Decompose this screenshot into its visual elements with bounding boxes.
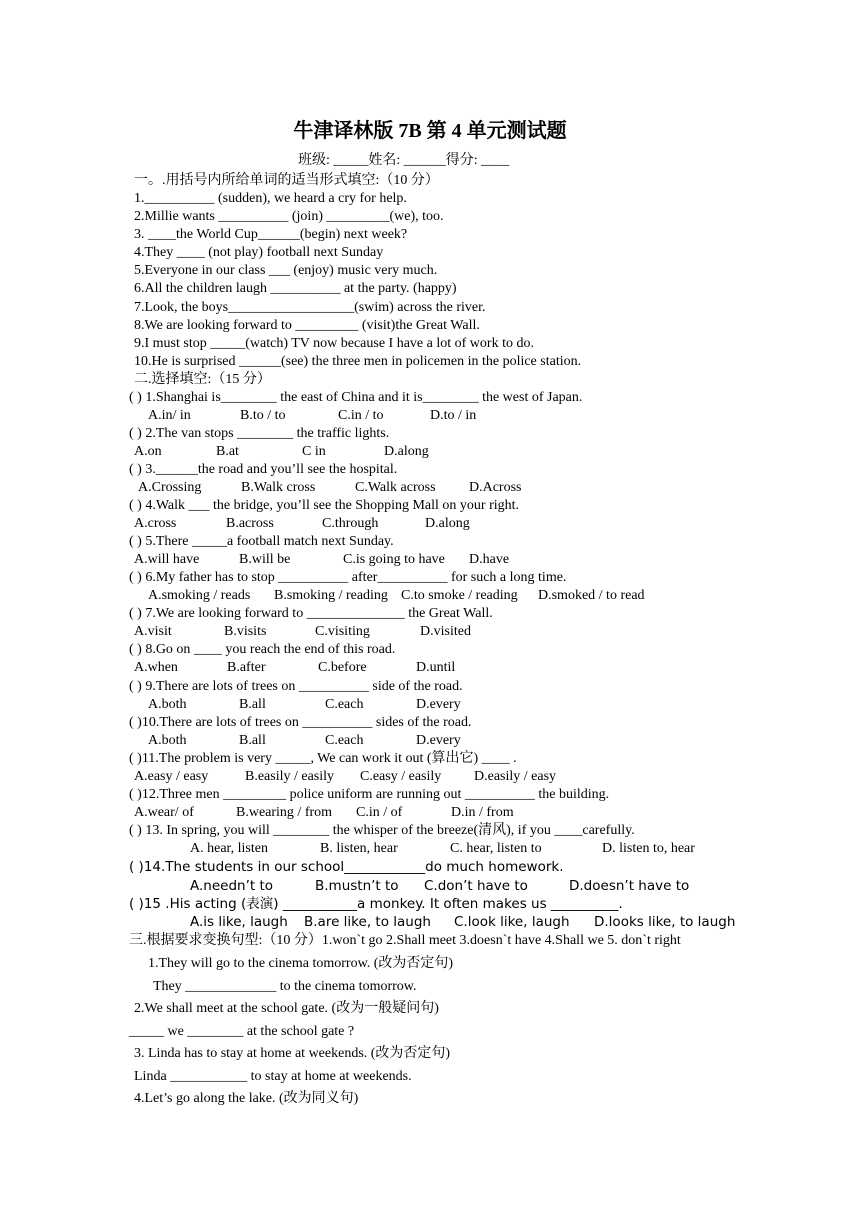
- choice-question-2: ( ) 2.The van stops ________ the traffic lights.: [129, 426, 390, 441]
- option-c: C.look like, laugh: [454, 914, 570, 930]
- option-c: C.Walk across: [355, 480, 436, 495]
- option-c: C.to smoke / reading: [401, 588, 518, 603]
- fill-item-8: 8.We are looking forward to _________ (visit)the Great Wall.: [134, 318, 480, 333]
- transform-line-5: 3. Linda has to stay at home at weekends. (改为否定句): [134, 1046, 451, 1061]
- option-a: A.easy / easy: [134, 769, 209, 784]
- choice-question-3: ( ) 3.______the road and you’ll see the hospital.: [129, 462, 398, 477]
- option-c: C in: [302, 444, 326, 459]
- fill-item-10: 10.He is surprised ______(see) the three men in policemen in the police station.: [134, 354, 582, 369]
- choice-question-13: ( ) 13. In spring, you will ________ the whisper of the breeze(清风), if you ____carefully.: [129, 823, 635, 838]
- option-d: D.looks like, to laugh: [594, 914, 736, 930]
- choice-question-12: ( )12.Three men _________ police uniform are running out __________ the building.: [129, 787, 610, 802]
- fill-item-3: 3. ____the World Cup______(begin) next week?: [134, 227, 408, 242]
- option-a: A.needn’t to: [190, 878, 274, 894]
- option-a: A.is like, laugh: [190, 914, 288, 930]
- student-info-line: 班级: _____姓名: ______得分: ____: [298, 153, 510, 168]
- option-d: D.have: [469, 552, 510, 567]
- transform-line-6: Linda ___________ to stay at home at weekends.: [134, 1069, 412, 1084]
- option-b: B.wearing / from: [236, 805, 333, 820]
- option-a: A.in/ in: [148, 408, 191, 423]
- option-a: A.both: [148, 697, 187, 712]
- section3-heading: 三.根据要求变换句型:（10 分）1.won`t go 2.Shall meet 3.doesn`t have 4.Shall we 5. don`t right: [129, 933, 681, 948]
- option-d: D.visited: [420, 624, 471, 639]
- option-b: B.all: [239, 733, 266, 748]
- transform-line-3: 2.We shall meet at the school gate. (改为一般疑问句): [134, 1001, 439, 1016]
- choice-question-4: ( ) 4.Walk ___ the bridge, you’ll see the Shopping Mall on your right.: [129, 498, 520, 513]
- option-d: D.every: [416, 697, 461, 712]
- option-c: C.visiting: [315, 624, 370, 639]
- choice-question-11: ( )11.The problem is very _____, We can work it out (算出它) ____ .: [129, 751, 517, 766]
- option-c: C.is going to have: [343, 552, 445, 567]
- fill-item-6: 6.All the children laugh __________ at the party. (happy): [134, 281, 457, 296]
- choice-question-7: ( ) 7.We are looking forward to ______________ the Great Wall.: [129, 606, 493, 621]
- section2-heading: 二.选择填空:（15 分）: [134, 372, 271, 387]
- option-d: D.along: [425, 516, 470, 531]
- transform-line-7: 4.Let’s go along the lake. (改为同义句): [134, 1091, 359, 1106]
- choice-question-10: ( )10.There are lots of trees on __________ sides of the road.: [129, 715, 472, 730]
- choice-question-9: ( ) 9.There are lots of trees on __________ side of the road.: [129, 679, 463, 694]
- section1-heading: 一。.用括号内所给单词的适当形式填空:（10 分）: [134, 173, 439, 188]
- choice-question-15: ( )15 .His acting (表演) ___________a monkey. It often makes us __________.: [129, 896, 623, 912]
- choice-question-6: ( ) 6.My father has to stop __________ after__________ for such a long time.: [129, 570, 567, 585]
- choice-question-8: ( ) 8.Go on ____ you reach the end of this road.: [129, 642, 396, 657]
- option-a: A.smoking / reads: [148, 588, 251, 603]
- option-d: D.in / from: [451, 805, 514, 820]
- option-a: A.when: [134, 660, 178, 675]
- option-c: C.each: [325, 697, 364, 712]
- fill-item-5: 5.Everyone in our class ___ (enjoy) music very much.: [134, 263, 438, 278]
- option-a: A.Crossing: [138, 480, 202, 495]
- option-a: A.on: [134, 444, 162, 459]
- option-d: D.along: [384, 444, 429, 459]
- choice-question-5: ( ) 5.There _____a football match next Sunday.: [129, 534, 394, 549]
- option-d: D. listen to, hear: [602, 841, 695, 856]
- option-c: C.through: [322, 516, 379, 531]
- transform-line-2: They _____________ to the cinema tomorrow.: [153, 979, 417, 994]
- option-b: B.easily / easily: [245, 769, 335, 784]
- option-a: A.cross: [134, 516, 177, 531]
- option-d: D.easily / easy: [474, 769, 557, 784]
- option-d: D.Across: [469, 480, 522, 495]
- choice-question-14: ( )14.The students in our school____________do much homework.: [129, 859, 564, 875]
- option-a: A. hear, listen: [190, 841, 268, 856]
- option-d: D.smoked / to read: [538, 588, 645, 603]
- option-b: B. listen, hear: [320, 841, 398, 856]
- fill-item-7: 7.Look, the boys__________________(swim) across the river.: [134, 300, 486, 315]
- option-b: B.across: [226, 516, 274, 531]
- fill-item-4: 4.They ____ (not play) football next Sunday: [134, 245, 384, 260]
- transform-line-1: 1.They will go to the cinema tomorrow. (改为否定句): [148, 956, 454, 971]
- option-b: B.at: [216, 444, 239, 459]
- option-d: D.every: [416, 733, 461, 748]
- option-b: B.Walk cross: [241, 480, 316, 495]
- option-a: A.both: [148, 733, 187, 748]
- option-c: C.don’t have to: [424, 878, 528, 894]
- option-b: B.mustn’t to: [315, 878, 399, 894]
- option-b: B.smoking / reading: [274, 588, 388, 603]
- fill-item-9: 9.I must stop _____(watch) TV now because I have a lot of work to do.: [134, 336, 534, 351]
- option-c: C. hear, listen to: [450, 841, 542, 856]
- option-c: C.in / to: [338, 408, 384, 423]
- option-d: D.doesn’t have to: [569, 878, 690, 894]
- fill-item-1: 1.__________ (sudden), we heard a cry for help.: [134, 191, 407, 206]
- transform-line-4: _____ we ________ at the school gate ?: [129, 1024, 355, 1039]
- option-c: C.easy / easily: [360, 769, 442, 784]
- option-a: A.visit: [134, 624, 172, 639]
- option-c: C.each: [325, 733, 364, 748]
- option-a: A.will have: [134, 552, 200, 567]
- option-a: A.wear/ of: [134, 805, 194, 820]
- option-b: B.are like, to laugh: [304, 914, 431, 930]
- option-c: C.in / of: [356, 805, 403, 820]
- option-b: B.to / to: [240, 408, 286, 423]
- choice-question-1: ( ) 1.Shanghai is________ the east of China and it is________ the west of Japan.: [129, 390, 583, 405]
- option-c: C.before: [318, 660, 367, 675]
- option-b: B.visits: [224, 624, 267, 639]
- option-b: B.after: [227, 660, 266, 675]
- option-d: D.to / in: [430, 408, 477, 423]
- option-b: B.all: [239, 697, 266, 712]
- fill-item-2: 2.Millie wants __________ (join) _________(we), too.: [134, 209, 444, 224]
- page-title: 牛津译林版 7B 第 4 单元测试题: [293, 120, 567, 142]
- option-d: D.until: [416, 660, 456, 675]
- option-b: B.will be: [239, 552, 291, 567]
